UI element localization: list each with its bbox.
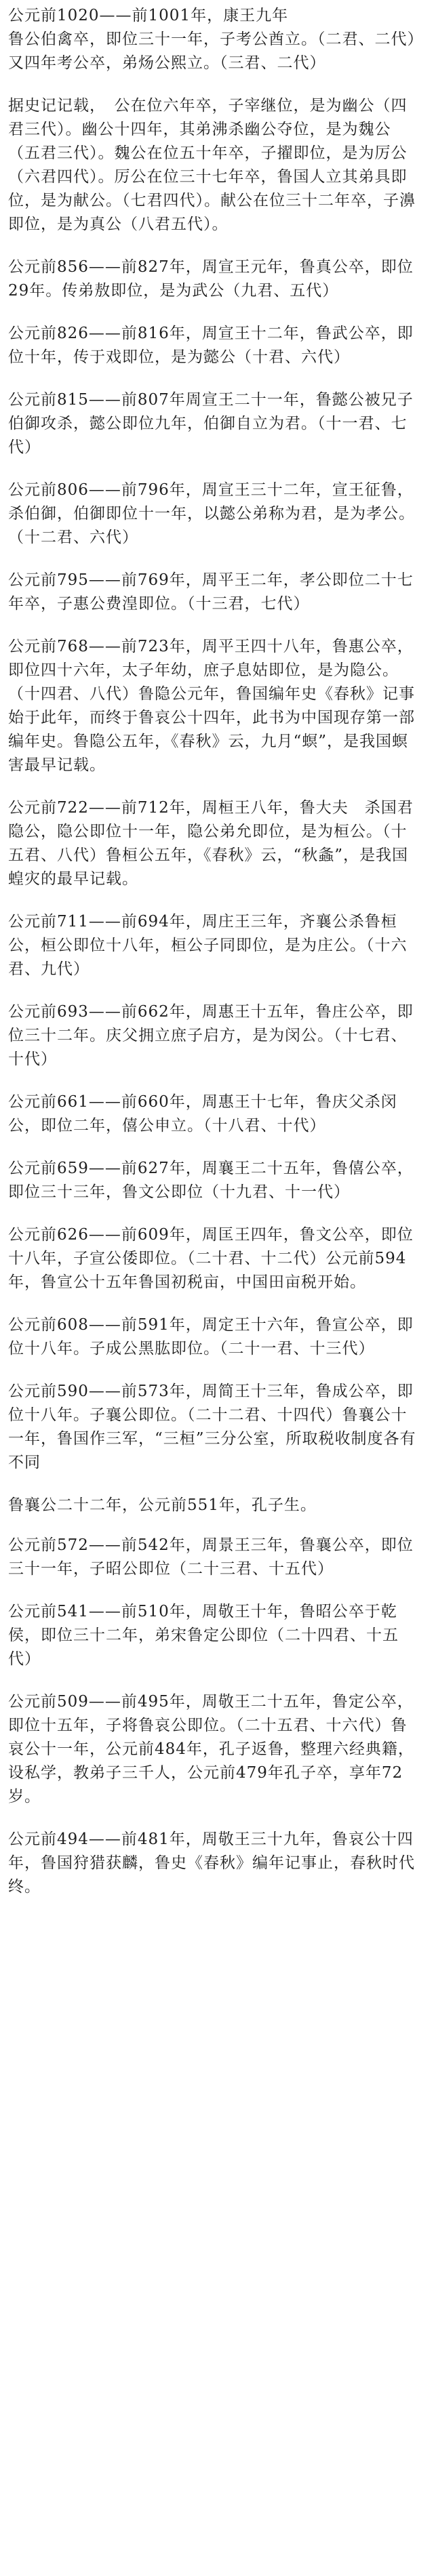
entry-10: 公元前711——前694年，周庄王三年，齐襄公杀鲁桓公，桓公即位十八年，桓公子同即位，是为庄公。（十六君、九代） xyxy=(8,913,408,978)
entry-14: 公元前626——前609年，周匡王四年，鲁文公卒，即位十八年，子宣公倭即位。（二十君、十二代）公元前594年，鲁宣公十五年鲁国初税亩，中国田亩税开始。 xyxy=(8,1226,414,1291)
entry-6: 公元前806——前796年，周宣王三十二年，宣王征鲁，杀伯御，伯御即位十一年，以懿公弟称为君，是为孝公。（十二君、六代） xyxy=(8,481,415,546)
entry-11: 公元前693——前662年，周惠王十五年，鲁庄公卒，即位三十二年。庆父拥立庶子启方，是为闵公。（十七君、十代） xyxy=(8,1003,414,1068)
entry-1: 公元前1020——前1001年，康王九年 鲁公伯禽卒，即位三十一年，子考公酋立。（二君、二代）又四年考公卒，弟炀公熙立。（三君、二代） xyxy=(8,7,416,72)
entry-2: 据史记记载， 公在位六年卒，子宰继位，是为幽公（四君三代）。幽公十四年，其弟沸杀幽公夺位，是为魏公（五君三代）。魏公在位五十年卒，子擢即位，是为厉公（六君四代）。厉公在位三十七年卒，鲁国人立其弟具即位，是为献公。（七君四代）。献公在位三十二年卒，子濞即位，是为真公（八君五代）。 xyxy=(8,97,416,233)
entry-20: 公元前509——前495年，周敬王二十五年，鲁定公卒，即位十五年，子将鲁哀公即位。（二十五君、十六代）鲁哀公十一年，公元前484年，孔子返鲁，整理六经典籍，设私学，教弟子三千人，公元前479年孔子卒，享年72岁。 xyxy=(8,1693,414,1805)
entry-18: 公元前572——前542年，周景王三年，鲁襄公卒，即位三十一年，子昭公即位（二十三君、十五代） xyxy=(8,1536,414,1578)
entry-21: 公元前494——前481年，周敬王三十九年，鲁哀公十四年，鲁国狩猎获麟，鲁史《春秋》编年记事止，春秋时代终。 xyxy=(8,1831,415,1896)
entry-9: 公元前722——前712年，周桓王八年，鲁大夫 杀国君隐公，隐公即位十一年，隐公弟允即位，是为桓公。（十五君、八代）鲁桓公五年，《春秋》云，“秋螽”，是我国蝗灾的最早记载。 xyxy=(8,799,414,888)
entry-15: 公元前608——前591年，周定王十六年，鲁宣公卒，即位十八年。子成公黑肱即位。（二十一君、十三代） xyxy=(8,1316,414,1357)
entry-16: 公元前590——前573年，周简王十三年，鲁成公卒，即位十八年。子襄公即位。（二十二君、十四代）鲁襄公十一年，鲁国作三军，“三桓”三分公室，所取税收制度各有不同 xyxy=(8,1383,416,1471)
entry-5: 公元前815——前807年周宣王二十一年，鲁懿公被兄子伯御攻杀，懿公即位九年，伯御自立为君。（十一君、七代） xyxy=(8,391,414,456)
entry-8: 公元前768——前723年，周平王四十八年，鲁惠公卒，即位四十六年，太子年幼，庶子息姑即位，是为隐公。（十四君、八代）鲁隐公元年，鲁国编年史《春秋》记事始于此年，而终于鲁哀公十四年，此书为中国现存第一部编年史。鲁隐公五年，《春秋》云，九月“螟”，是我国螟害最早记载。 xyxy=(8,638,415,774)
entry-13: 公元前659——前627年，周襄王二十五年，鲁僖公卒，即位三十三年，鲁文公即位（十九君、十一代） xyxy=(8,1160,414,1201)
entry-7: 公元前795——前769年，周平王二年，孝公即位二十七年卒，子惠公费湟即位。（十三君，七代） xyxy=(8,571,414,613)
entry-3: 公元前856——前827年，周宣王元年，鲁真公卒，即位29年。传弟敖即位，是为武公（九君、五代） xyxy=(8,258,414,300)
entry-4: 公元前826——前816年，周宣王十二年，鲁武公卒，即位十年，传于戏即位，是为懿公（十君、六代） xyxy=(8,325,414,366)
entry-19: 公元前541——前510年，周敬王十年，鲁昭公卒于乾侯，即位三十二年，弟宋鲁定公即位（二十四君、十五代） xyxy=(8,1603,399,1668)
entry-17: 鲁襄公二十二年，公元前551年，孔子生。 xyxy=(8,1496,317,1514)
entry-12: 公元前661——前660年，周惠王十七年，鲁庆父杀闵公，即位二年，僖公申立。（十八君、十代） xyxy=(8,1093,397,1134)
